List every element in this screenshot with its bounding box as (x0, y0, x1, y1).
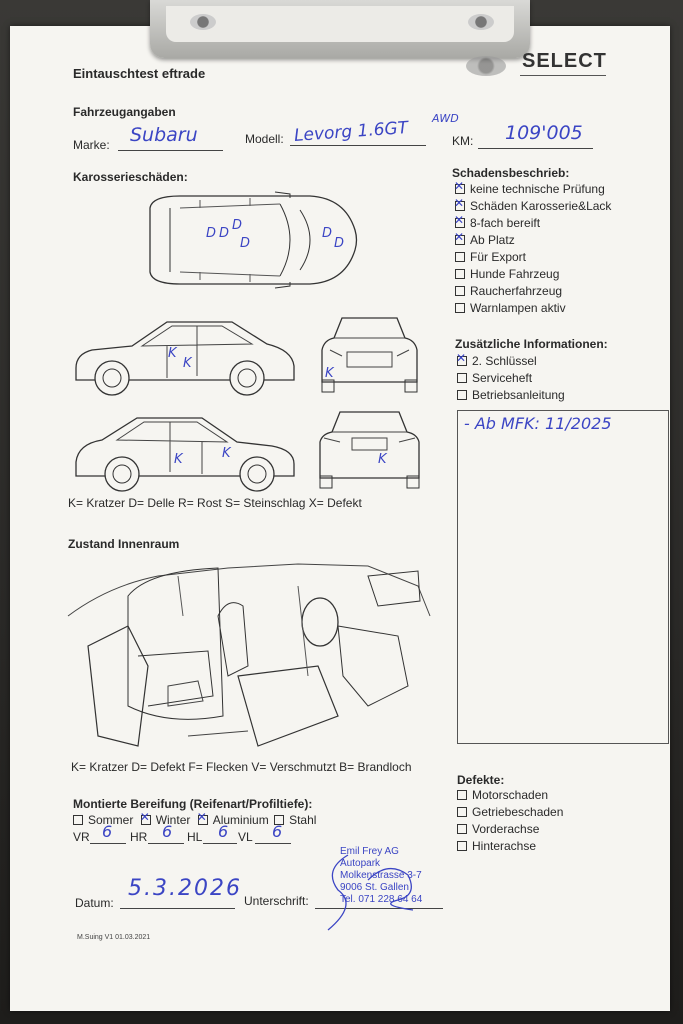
check-item[interactable]: Getriebeschaden (457, 805, 563, 822)
check-item[interactable]: ✕8-fach bereift (455, 216, 611, 233)
damage-mark: K (378, 452, 387, 467)
hr-label: HR (130, 830, 148, 844)
section-vehicle: Fahrzeugangaben (73, 105, 176, 119)
checkbox-icon[interactable] (457, 841, 467, 851)
checkbox-icon[interactable] (457, 807, 467, 817)
datum-value: 5.3.2026 (128, 876, 242, 901)
check-item[interactable]: Warnlampen aktiv (455, 301, 611, 318)
damage-mark: K (168, 346, 177, 361)
check-item[interactable]: Betriebsanleitung (457, 388, 565, 405)
modell-label: Modell: (245, 132, 284, 146)
check-item[interactable]: ✕2. Schlüssel (457, 354, 565, 371)
check-item[interactable]: Für Export (455, 250, 611, 267)
notes-box[interactable] (457, 410, 669, 744)
vr-value: 6 (102, 822, 113, 841)
check-item[interactable]: Hinterachse (457, 839, 563, 856)
vl-label: VL (238, 830, 253, 844)
damage-mark: D (232, 218, 243, 233)
defects-list (457, 788, 563, 856)
checkbox-icon[interactable] (198, 815, 208, 825)
signature-label: Unterschrift: (244, 894, 309, 908)
hr-value: 6 (162, 822, 173, 841)
hl-label: HL (187, 830, 203, 844)
form-title: Eintauschtest eftrade (73, 66, 206, 81)
checkbox-icon[interactable] (141, 815, 151, 825)
checkbox-icon[interactable] (455, 303, 465, 313)
brand-logo: SELECT (522, 50, 607, 72)
km-value: 109'005 (505, 122, 583, 144)
check-item[interactable]: ✕Schäden Karosserie&Lack (455, 199, 611, 216)
defects-title: Defekte: (457, 773, 505, 787)
clipboard-clip (150, 0, 530, 58)
checkbox-icon[interactable] (457, 373, 467, 383)
checkbox-icon[interactable] (457, 790, 467, 800)
damage-mark: K (325, 366, 334, 381)
damage-mark: D (322, 226, 333, 241)
car-side-right-view[interactable] (72, 412, 297, 494)
damage-desc-title: Schadensbeschrieb: (452, 166, 570, 180)
damage-mark: D (206, 226, 217, 241)
marke-value: Subaru (130, 124, 198, 146)
checkbox-icon[interactable] (455, 235, 465, 245)
car-front-view[interactable] (312, 312, 427, 394)
damage-mark: K (174, 452, 183, 467)
checkbox-icon[interactable] (455, 269, 465, 279)
section-interior: Zustand Innenraum (68, 537, 180, 551)
interior-legend: K= Kratzer D= Defekt F= Flecken V= Verschmutzt B= Brandloch (71, 760, 412, 774)
damage-mark: D (219, 226, 230, 241)
checkbox-icon[interactable] (455, 286, 465, 296)
damage-desc-list (455, 182, 611, 318)
check-item[interactable]: ✕Ab Platz (455, 233, 611, 250)
checkbox-icon[interactable] (457, 824, 467, 834)
checkbox-icon[interactable] (457, 390, 467, 400)
section-body-damage: Karosserieschäden: (73, 170, 188, 184)
extra-info-title: Zusätzliche Informationen: (455, 337, 608, 351)
checkbox-icon[interactable] (457, 356, 467, 366)
damage-mark: D (334, 236, 345, 251)
checkbox-icon[interactable] (455, 218, 465, 228)
vl-value: 6 (272, 822, 283, 841)
extra-info-list (457, 354, 565, 405)
modell-extra: AWD (432, 112, 459, 125)
checkbox-icon[interactable] (73, 815, 83, 825)
body-damage-legend: K= Kratzer D= Delle R= Rost S= Steinschlag X= Defekt (68, 496, 362, 510)
signature-scribble (318, 850, 438, 935)
check-item[interactable]: Vorderachse (457, 822, 563, 839)
checkbox-icon[interactable] (455, 252, 465, 262)
check-item[interactable]: Motorschaden (457, 788, 563, 805)
checkbox-icon[interactable] (455, 184, 465, 194)
notes-text: - Ab MFK: 11/2025 (464, 414, 612, 433)
check-item[interactable]: Raucherfahrzeug (455, 284, 611, 301)
tires-options: Sommer ✕ Winter ✕ Aluminium Stahl (73, 813, 316, 827)
damage-mark: K (183, 356, 192, 371)
hl-value: 6 (218, 822, 229, 841)
rivet-icon (466, 56, 506, 76)
check-item[interactable]: Serviceheft (457, 371, 565, 388)
tires-title: Montierte Bereifung (Reifenart/Profiltiefe): (73, 797, 313, 811)
form-version: M.Suing V1 01.03.2021 (77, 934, 151, 941)
check-item[interactable]: Hunde Fahrzeug (455, 267, 611, 284)
dealer-stamp: Emil Frey AG Autopark Molkenstrasse 3-7 9006 St. Gallen Tel. 071 228 64 64 (340, 846, 423, 905)
marke-label: Marke: (73, 138, 110, 152)
interior-drawing[interactable] (68, 556, 434, 756)
damage-mark: D (240, 236, 251, 251)
vr-label: VR (73, 830, 90, 844)
rivet-icon (190, 14, 216, 30)
km-label: KM: (452, 134, 474, 148)
checkbox-icon[interactable] (455, 201, 465, 211)
modell-value: Levorg 1.6GT (293, 118, 409, 146)
datum-label: Datum: (75, 896, 114, 910)
rivet-icon (468, 14, 494, 30)
check-item[interactable]: ✕keine technische Prüfung (455, 182, 611, 199)
car-rear-view[interactable] (312, 408, 427, 490)
damage-mark: K (222, 446, 231, 461)
